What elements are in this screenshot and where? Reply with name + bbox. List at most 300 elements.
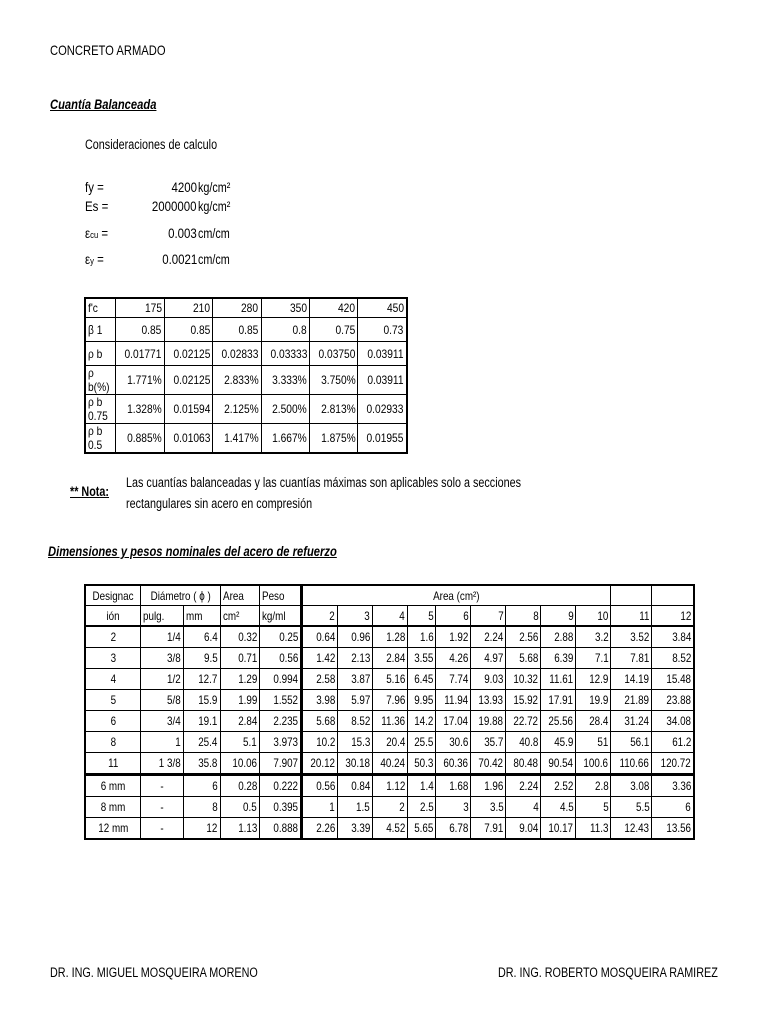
- bar-area-cell-text: 4: [532, 800, 539, 814]
- var-unit: kg/cm²: [198, 199, 231, 214]
- bar-area-cell: [506, 797, 541, 818]
- designation-cell-text: 3: [110, 651, 116, 665]
- table-row: [85, 318, 407, 342]
- value-cell: [358, 342, 407, 366]
- bar-area-cell-text: 25.56: [548, 714, 574, 728]
- weight-cell-text: 0.56: [278, 651, 298, 665]
- bar-count-header-text: 4: [399, 608, 405, 623]
- row-label-cell: [85, 395, 116, 424]
- mm-cell: [183, 797, 220, 818]
- bar-area-cell: [611, 797, 652, 818]
- bar-area-cell: [471, 690, 506, 711]
- bar-count-header: [337, 606, 372, 627]
- bar-count-header-text: 12: [680, 608, 691, 623]
- bar-count-header-text: 2: [329, 608, 335, 623]
- bar-area-cell-text: 3.39: [350, 821, 370, 835]
- bar-count-header: [541, 606, 576, 627]
- var-label: [85, 226, 108, 241]
- bar-area-cell: [436, 818, 471, 840]
- bar-area-cell: [337, 711, 372, 732]
- bar-area-cell: [471, 669, 506, 690]
- bar-area-cell: [407, 818, 435, 840]
- row-label-cell: [85, 424, 116, 454]
- bar-area-cell: [407, 775, 435, 797]
- value-cell-text: 210: [193, 301, 211, 315]
- designation-cell: [85, 626, 141, 648]
- table-row: [85, 298, 407, 318]
- bar-area-cell: [372, 753, 407, 775]
- bar-area-cell: [611, 669, 652, 690]
- bar-area-cell: [372, 711, 407, 732]
- bar-count-header-text: 9: [567, 608, 574, 623]
- bar-area-cell: [611, 818, 652, 840]
- pulg-header-text: pulg.: [143, 608, 165, 623]
- bar-area-cell: [407, 648, 435, 669]
- bar-area-cell: [436, 648, 471, 669]
- area-cell: [220, 626, 259, 648]
- mm-cell: [183, 775, 220, 797]
- area-cell-text: 1.99: [237, 693, 257, 707]
- bar-area-cell-text: 14.2: [414, 714, 434, 728]
- value-cell-text: 0.85: [190, 322, 211, 337]
- bar-area-cell: [652, 626, 694, 648]
- bar-area-cell-text: 4.52: [385, 821, 405, 835]
- area-cell: [220, 711, 259, 732]
- blank-header: [611, 585, 652, 606]
- value-cell: [164, 318, 212, 342]
- var-subscript: cu: [90, 230, 99, 240]
- value-cell: [261, 318, 309, 342]
- bar-area-cell-text: 15.92: [513, 693, 539, 707]
- value-cell: [358, 298, 407, 318]
- bar-area-cell-text: 17.04: [443, 714, 469, 728]
- pulg-cell-text: 1 3/8: [158, 756, 181, 770]
- designation-cell-text: 2: [110, 630, 116, 644]
- bar-area-cell: [372, 648, 407, 669]
- pulg-cell: [141, 711, 184, 732]
- table-row: [85, 395, 407, 424]
- var-subscript: y: [90, 256, 94, 266]
- bar-area-cell: [506, 711, 541, 732]
- var-eq: =: [93, 252, 104, 267]
- note-label: ** Nota:: [70, 484, 110, 499]
- bar-area-cell: [301, 648, 337, 669]
- bar-area-cell: [576, 732, 611, 753]
- table-row: [85, 690, 694, 711]
- bar-area-cell-text: 15.3: [350, 735, 370, 749]
- pulg-cell-text: 1/4: [167, 630, 181, 644]
- bar-area-cell: [301, 775, 337, 797]
- bar-area-cell-text: 5.16: [385, 672, 405, 686]
- bar-area-cell: [407, 626, 435, 648]
- bar-area-cell: [652, 797, 694, 818]
- bar-area-cell: [436, 753, 471, 775]
- bar-area-cell-text: 14.19: [624, 672, 650, 686]
- bar-area-cell: [506, 732, 541, 753]
- designation-cell: [85, 690, 141, 711]
- bar-area-cell-text: 3: [462, 800, 469, 814]
- bar-area-cell: [506, 626, 541, 648]
- bar-area-cell-text: 3.08: [630, 779, 650, 793]
- bar-area-cell: [337, 797, 372, 818]
- pulg-cell: [141, 669, 184, 690]
- area-cell: [220, 775, 259, 797]
- designation-cell: [85, 732, 141, 753]
- value-cell: [116, 395, 164, 424]
- bar-area-cell: [372, 797, 407, 818]
- bar-area-cell-text: 4.26: [449, 651, 469, 665]
- weight-cell-text: 0.888: [273, 821, 298, 835]
- value-cell: [213, 318, 261, 342]
- value-cell-text: 0.02125: [173, 373, 211, 387]
- bar-area-cell-text: 34.08: [666, 714, 691, 728]
- bar-area-cell-text: 30.18: [345, 756, 370, 770]
- pulg-cell: [141, 797, 184, 818]
- weight-cell: [259, 711, 301, 732]
- bar-area-cell-text: 1.42: [315, 651, 335, 665]
- designation-cell-text: 5: [110, 693, 116, 707]
- mm-header: [183, 606, 220, 627]
- value-cell: [261, 298, 309, 318]
- area-group-header-text: Area (cm²): [433, 588, 480, 603]
- pulg-cell-text: 3/8: [167, 651, 181, 665]
- value-cell: [213, 342, 261, 366]
- bar-area-cell: [407, 711, 435, 732]
- bar-area-cell: [611, 711, 652, 732]
- value-cell: [213, 366, 261, 395]
- balanced-ratio-table: [84, 297, 408, 454]
- value-cell-text: 0.01771: [124, 346, 162, 361]
- bar-area-cell-text: 12.9: [589, 672, 609, 686]
- value-cell-text: 3.333%: [272, 373, 307, 387]
- bar-area-cell-text: 120.72: [660, 756, 691, 770]
- bar-area-cell-text: 40.24: [380, 756, 405, 770]
- row-label-cell-text: ρ b(%): [88, 366, 110, 394]
- area-cell: [220, 818, 259, 840]
- bar-area-cell-text: 20.12: [310, 756, 335, 770]
- weight-header-text: Peso: [261, 588, 285, 603]
- bar-area-cell: [576, 690, 611, 711]
- bar-area-cell-text: 2.13: [350, 651, 370, 665]
- bar-count-header: [301, 606, 337, 627]
- bar-area-cell: [652, 669, 694, 690]
- value-cell: [309, 318, 357, 342]
- bar-count-header-text: 5: [427, 608, 434, 623]
- value-cell-text: 350: [289, 301, 307, 315]
- bar-area-cell: [541, 818, 576, 840]
- bar-area-cell: [436, 797, 471, 818]
- bar-count-header: [471, 606, 506, 627]
- var-label: Es =: [85, 199, 109, 214]
- mm-cell: [183, 753, 220, 775]
- bar-count-header-text: 8: [532, 608, 539, 623]
- value-cell-text: 1.417%: [223, 431, 259, 445]
- value-cell: [164, 366, 212, 395]
- designation-cell-text: 4: [110, 672, 116, 686]
- value-cell: [358, 318, 407, 342]
- bar-area-cell-text: 1.96: [484, 779, 504, 793]
- weight-cell: [259, 690, 301, 711]
- section-title-cuantia: Cuantía Balanceada: [50, 96, 157, 112]
- bar-area-cell: [372, 669, 407, 690]
- bar-area-cell: [372, 732, 407, 753]
- bar-area-cell-text: 6: [685, 800, 691, 814]
- bar-area-cell-text: 2.52: [554, 779, 574, 793]
- bar-area-cell-text: 2.8: [594, 779, 609, 793]
- value-cell: [164, 342, 212, 366]
- bar-area-cell: [541, 732, 576, 753]
- bar-area-cell: [407, 690, 435, 711]
- bar-area-cell: [337, 775, 372, 797]
- pulg-cell-text: 1: [175, 735, 181, 749]
- bar-area-cell: [372, 775, 407, 797]
- value-cell-text: 2.125%: [223, 402, 259, 416]
- table-row: [85, 711, 694, 732]
- bar-area-cell: [611, 648, 652, 669]
- bar-area-cell-text: 9.04: [519, 821, 539, 835]
- value-cell: [358, 366, 407, 395]
- mm-cell-text: 6.4: [203, 630, 218, 644]
- bar-area-cell: [471, 797, 506, 818]
- value-cell-text: 0.03911: [367, 373, 404, 387]
- bar-area-cell: [652, 818, 694, 840]
- weight-cell-text: 0.222: [273, 779, 298, 793]
- mm-cell: [183, 648, 220, 669]
- bar-count-header: [407, 606, 435, 627]
- area-cell: [220, 797, 259, 818]
- bar-area-cell-text: 17.91: [548, 693, 574, 707]
- var-ecu: [85, 226, 245, 244]
- bar-area-cell-text: 10.32: [513, 672, 539, 686]
- bar-area-cell: [337, 690, 372, 711]
- bar-count-header-text: 6: [462, 608, 469, 623]
- bar-area-cell: [541, 648, 576, 669]
- value-cell-text: 280: [241, 301, 259, 315]
- weight-cell-text: 3.973: [273, 735, 298, 749]
- designation-header-text: ión: [106, 608, 120, 623]
- var-ey: [85, 252, 245, 270]
- mm-cell-text: 6: [212, 779, 218, 793]
- considerations-label: Consideraciones de calculo: [85, 137, 218, 152]
- bar-area-cell-text: 2.56: [519, 630, 539, 644]
- pulg-cell: [141, 626, 184, 648]
- mm-cell-text: 12.7: [198, 672, 218, 686]
- bar-area-cell-text: 1.5: [356, 800, 370, 814]
- value-cell: [213, 298, 261, 318]
- bar-area-cell: [471, 775, 506, 797]
- bar-area-cell: [576, 626, 611, 648]
- row-label-cell-text: β 1: [88, 322, 103, 337]
- table-row: [85, 342, 407, 366]
- value-cell-text: 1.875%: [320, 431, 356, 445]
- bar-area-cell: [611, 732, 652, 753]
- mm-header-text: mm: [185, 608, 203, 623]
- area-unit-header-text: cm²: [222, 608, 239, 623]
- mm-cell: [183, 626, 220, 648]
- var-unit: cm/cm: [198, 252, 230, 267]
- bar-area-cell: [652, 711, 694, 732]
- value-cell-text: 0.75: [335, 322, 356, 337]
- bar-area-cell: [506, 818, 541, 840]
- bar-area-cell: [611, 690, 652, 711]
- bar-area-cell-text: 56.1: [630, 735, 650, 749]
- bar-area-cell-text: 2.24: [484, 630, 504, 644]
- var-unit: cm/cm: [198, 226, 230, 241]
- bar-count-header-text: 10: [597, 608, 609, 623]
- header-row: [85, 606, 694, 627]
- bar-area-cell-text: 3.5: [489, 800, 504, 814]
- area-unit-header: [220, 606, 259, 627]
- bar-area-cell-text: 3.52: [630, 630, 650, 644]
- bar-area-cell: [541, 626, 576, 648]
- bar-area-cell: [436, 669, 471, 690]
- bar-area-cell-text: 1.92: [449, 630, 469, 644]
- pulg-cell: [141, 818, 184, 840]
- bar-area-cell-text: 11.61: [549, 672, 574, 686]
- bar-area-cell-text: 22.72: [513, 714, 539, 728]
- area-cell-text: 1.13: [237, 821, 257, 835]
- value-cell-text: 0.8: [292, 322, 307, 337]
- row-label-cell-text: f'c: [88, 301, 98, 315]
- bar-area-cell-text: 5.68: [519, 651, 539, 665]
- designation-header: [85, 585, 141, 606]
- row-label-cell: [85, 342, 116, 366]
- bar-area-cell-text: 8.52: [671, 651, 691, 665]
- document-header: CONCRETO ARMADO: [50, 42, 166, 58]
- value-cell-text: 0.02125: [173, 346, 211, 361]
- weight-cell: [259, 818, 301, 840]
- mm-cell: [183, 690, 220, 711]
- bar-area-cell-text: 50.3: [414, 756, 434, 770]
- bar-area-cell-text: 6.39: [554, 651, 574, 665]
- footer-author-right: DR. ING. ROBERTO MOSQUEIRA RAMIREZ: [498, 965, 718, 980]
- var-fy: [85, 180, 245, 198]
- value-cell-text: 0.01594: [173, 402, 211, 416]
- weight-unit-header: [259, 606, 301, 627]
- mm-cell-text: 25.4: [198, 735, 218, 749]
- value-cell: [309, 298, 357, 318]
- bar-count-header-text: 3: [364, 608, 370, 623]
- epsilon-symbol: ε: [85, 226, 91, 241]
- bar-area-cell-text: 30.6: [449, 735, 469, 749]
- bar-area-cell-text: 0.84: [350, 779, 370, 793]
- weight-cell-text: 0.395: [273, 800, 298, 814]
- value-cell-text: 0.73: [383, 322, 404, 337]
- bar-area-cell: [407, 732, 435, 753]
- bar-count-header: [652, 606, 694, 627]
- bar-area-cell-text: 11.3: [590, 821, 609, 835]
- value-cell: [116, 318, 164, 342]
- bar-area-cell-text: 2.88: [554, 630, 574, 644]
- value-cell-text: 2.833%: [223, 373, 259, 387]
- value-cell: [261, 395, 309, 424]
- designation-cell-text: 11: [107, 756, 119, 770]
- value-cell: [309, 342, 357, 366]
- value-cell-text: 0.03750: [318, 346, 356, 361]
- bar-area-cell: [471, 648, 506, 669]
- area-cell-text: 10.06: [232, 756, 257, 770]
- area-cell: [220, 753, 259, 775]
- steel-dimensions-table: [84, 584, 695, 840]
- bar-area-cell: [506, 669, 541, 690]
- bar-area-cell: [301, 626, 337, 648]
- value-cell-text: 0.02833: [221, 346, 259, 361]
- bar-area-cell-text: 0.56: [315, 779, 335, 793]
- value-cell-text: 1.771%: [127, 373, 162, 387]
- bar-area-cell-text: 3.98: [315, 693, 335, 707]
- bar-area-cell: [407, 669, 435, 690]
- weight-cell-text: 0.994: [273, 672, 298, 686]
- bar-area-cell-text: 12.43: [624, 821, 650, 835]
- bar-area-cell: [471, 753, 506, 775]
- bar-area-cell: [652, 732, 694, 753]
- note-line-1: Las cuantías balanceadas y las cuantías máximas son aplicables solo a secciones: [126, 475, 522, 490]
- header-row: [85, 585, 694, 606]
- bar-area-cell-text: 4.5: [559, 800, 574, 814]
- table-row: [85, 818, 694, 840]
- diameter-header-text: Diámetro ( ϕ ): [150, 588, 211, 603]
- var-value: 0.003: [168, 226, 197, 241]
- bar-area-cell-text: 110.66: [619, 756, 650, 770]
- bar-area-cell-text: 60.36: [443, 756, 469, 770]
- table-row: [85, 775, 694, 797]
- bar-area-cell-text: 2.84: [385, 651, 405, 665]
- value-cell-text: 0.85: [141, 322, 162, 337]
- bar-area-cell: [611, 626, 652, 648]
- value-cell: [164, 298, 212, 318]
- value-cell: [116, 342, 164, 366]
- mm-cell: [183, 732, 220, 753]
- area-header-text: Area: [222, 588, 244, 603]
- bar-area-cell: [301, 797, 337, 818]
- area-cell-text: 0.28: [237, 779, 257, 793]
- bar-area-cell-text: 13.93: [478, 693, 504, 707]
- var-unit: kg/cm²: [198, 180, 231, 195]
- var-value: 4200: [171, 180, 197, 195]
- bar-area-cell-text: 90.54: [548, 756, 574, 770]
- diameter-header: [141, 585, 221, 606]
- footer-author-left: DR. ING. MIGUEL MOSQUEIRA MORENO: [50, 965, 258, 980]
- bar-area-cell: [436, 775, 471, 797]
- bar-area-cell-text: 6.78: [449, 821, 469, 835]
- value-cell: [358, 395, 407, 424]
- bar-area-cell: [372, 818, 407, 840]
- bar-area-cell-text: 3.84: [671, 630, 691, 644]
- epsilon-symbol: ε: [85, 252, 91, 267]
- value-cell-text: 3.750%: [320, 373, 356, 387]
- bar-area-cell: [541, 690, 576, 711]
- weight-cell-text: 1.552: [273, 693, 298, 707]
- area-group-header: [301, 585, 611, 606]
- designation-cell: [85, 711, 141, 732]
- pulg-cell-text: -: [160, 821, 164, 835]
- bar-area-cell: [611, 753, 652, 775]
- area-cell-text: 0.32: [237, 630, 257, 644]
- bar-area-cell-text: 0.96: [350, 630, 370, 644]
- bar-area-cell-text: 70.42: [478, 756, 504, 770]
- table-row: [85, 732, 694, 753]
- bar-area-cell: [337, 626, 372, 648]
- row-label-cell-text: ρ b: [88, 346, 103, 361]
- value-cell-text: 0.03911: [367, 346, 404, 361]
- bar-area-cell: [506, 753, 541, 775]
- weight-cell-text: 2.235: [273, 714, 298, 728]
- bar-area-cell-text: 51: [597, 735, 609, 749]
- weight-unit-header-text: kg/ml: [261, 608, 286, 623]
- bar-area-cell-text: 2.58: [315, 672, 335, 686]
- bar-area-cell: [337, 669, 372, 690]
- weight-cell-text: 7.907: [273, 756, 298, 770]
